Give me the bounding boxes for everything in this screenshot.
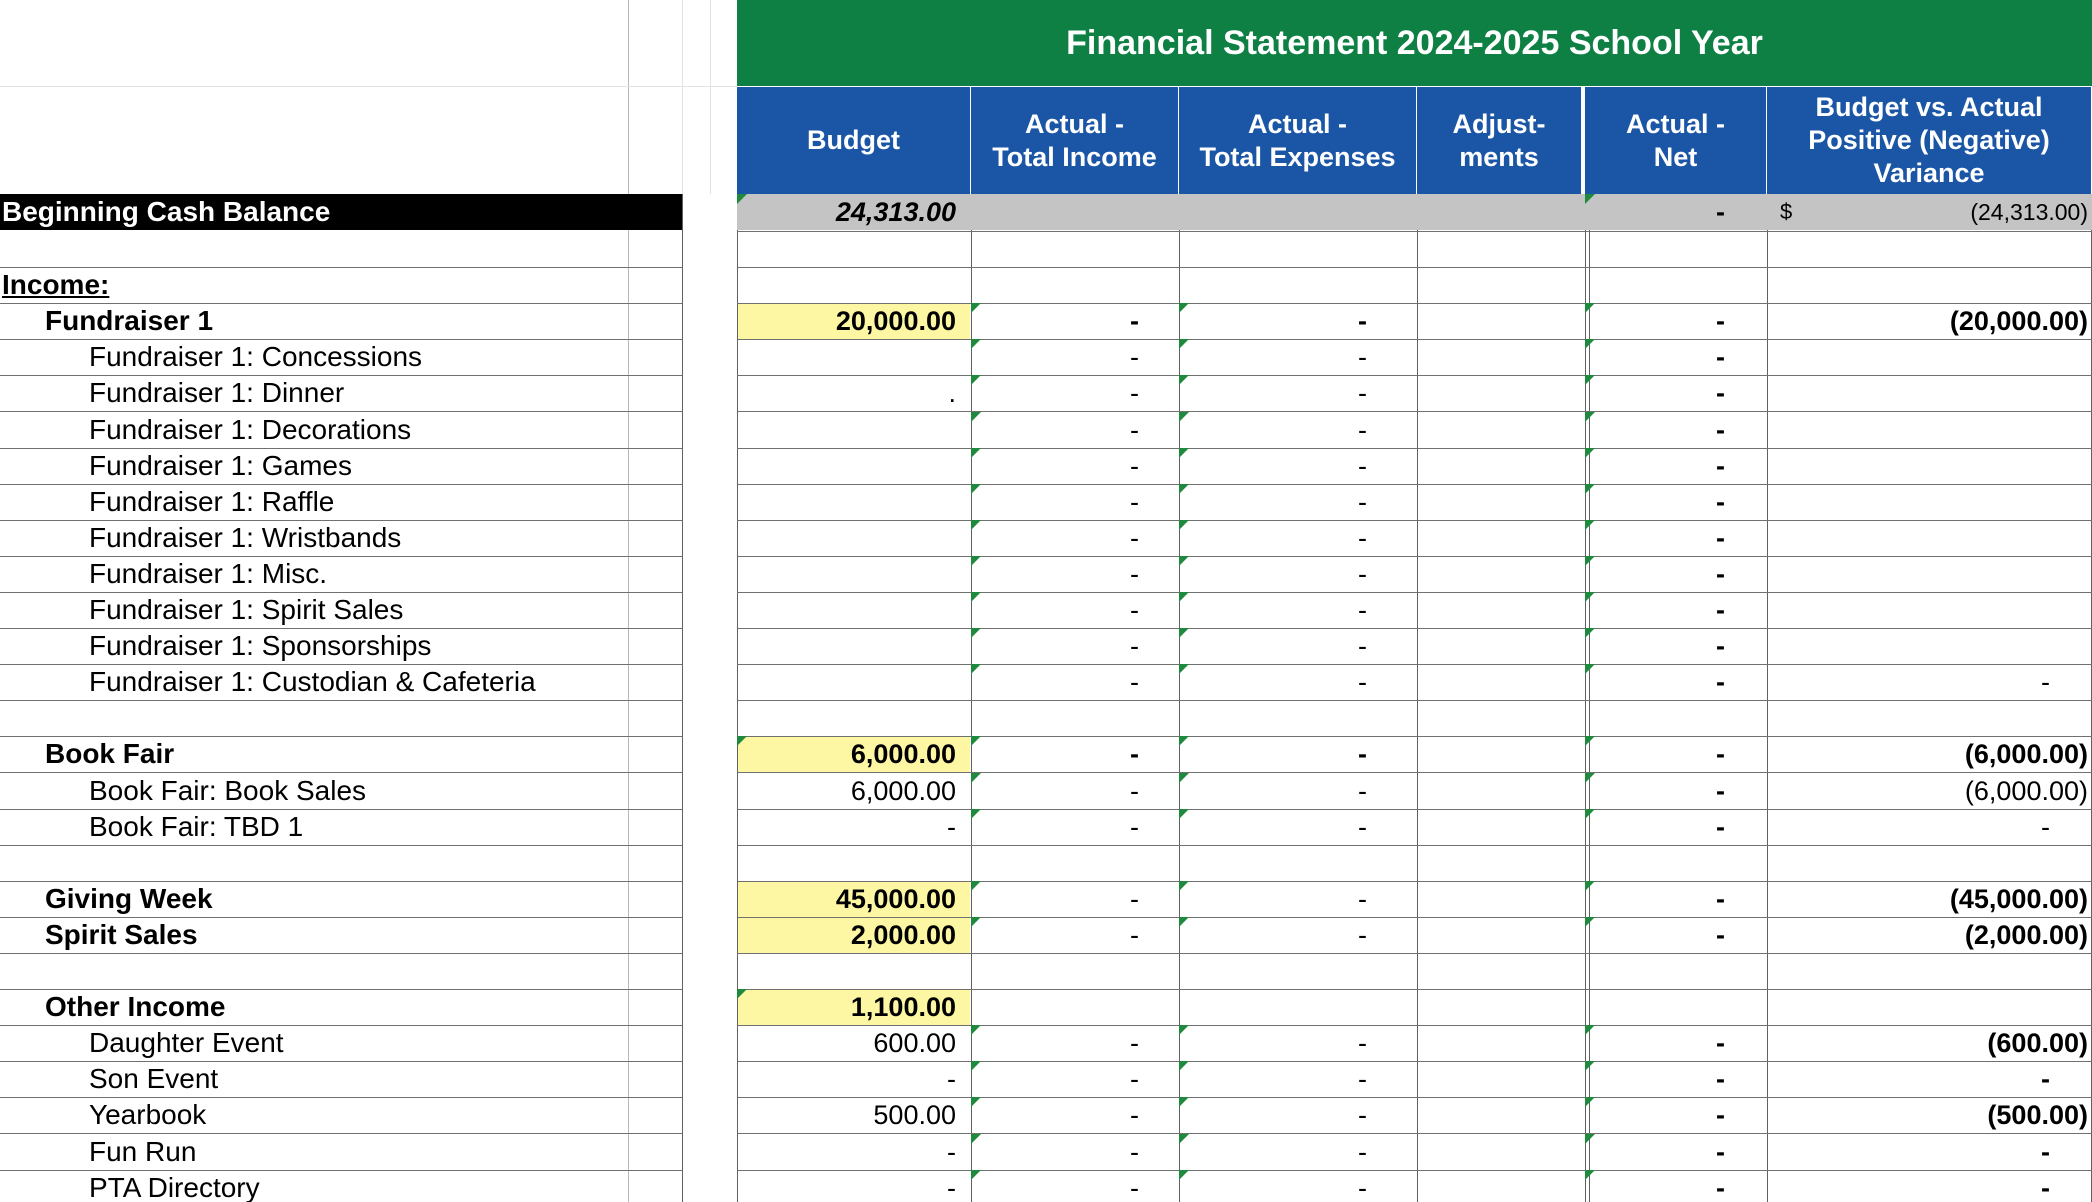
actual-expenses-value[interactable]: -	[1358, 883, 1367, 914]
col-header-budget-label: Budget	[807, 125, 900, 155]
comment-marker	[1585, 809, 1595, 819]
actual-net-value[interactable]: -	[1716, 738, 1725, 769]
actual-net-value[interactable]: -	[1716, 594, 1725, 625]
comment-marker	[1179, 628, 1189, 638]
row-label[interactable]: Fundraiser 1: Sponsorships	[89, 630, 432, 661]
actual-net-value[interactable]: -	[1716, 522, 1725, 553]
variance-value[interactable]: (600.00)	[1987, 1027, 2088, 1058]
row-label[interactable]: Income:	[2, 269, 110, 300]
beginning-balance-label[interactable]: Beginning Cash Balance	[2, 196, 331, 227]
actual-income-value[interactable]: -	[1130, 414, 1139, 445]
actual-income-value[interactable]: -	[1130, 1172, 1139, 1202]
row-label[interactable]: Daughter Event	[89, 1027, 284, 1058]
actual-expenses-value[interactable]: -	[1358, 450, 1367, 481]
comment-marker	[1179, 556, 1189, 566]
comment-marker	[1179, 592, 1189, 602]
actual-net-value[interactable]: -	[1716, 305, 1725, 336]
comment-marker	[1585, 736, 1595, 746]
budget-value[interactable]: -	[947, 1172, 956, 1202]
actual-expenses-value[interactable]: -	[1358, 594, 1367, 625]
col-header-actual-net-label: Actual - Net	[1625, 108, 1725, 172]
col-header-actual-income-label: Actual - Total Income	[992, 108, 1157, 172]
budget-value[interactable]: 6,000.00	[850, 775, 956, 806]
comment-marker	[1179, 809, 1189, 819]
comment-marker	[1179, 484, 1189, 494]
row-label[interactable]: Fundraiser 1: Raffle	[89, 486, 335, 517]
actual-net-value[interactable]: -	[1716, 414, 1725, 445]
comment-marker	[971, 339, 981, 349]
actual-net-value[interactable]: -	[1716, 558, 1725, 589]
comment-marker	[971, 1061, 981, 1071]
actual-net-value[interactable]: -	[1716, 1136, 1725, 1167]
comment-marker	[971, 881, 981, 891]
comment-marker	[1585, 773, 1595, 783]
row-label[interactable]: Fundraiser 1: Misc.	[89, 558, 328, 589]
row-label[interactable]: Fundraiser 1: Games	[89, 450, 352, 481]
budget-value[interactable]: .	[948, 377, 956, 408]
beginning-balance-variance[interactable]: (24,313.00)	[1970, 198, 2088, 225]
grid-vline	[628, 0, 629, 1202]
actual-net-value[interactable]: -	[1716, 919, 1725, 950]
grid-hline	[0, 845, 682, 846]
actual-expenses-value[interactable]: -	[1358, 919, 1367, 950]
variance-value[interactable]: -	[2041, 666, 2050, 697]
actual-income-value[interactable]: -	[1130, 522, 1139, 553]
comment-marker	[1585, 1025, 1595, 1035]
comment-marker	[971, 1025, 981, 1035]
row-label[interactable]: Giving Week	[45, 883, 213, 914]
actual-net-value[interactable]: -	[1716, 1063, 1725, 1094]
comment-marker	[1179, 1134, 1189, 1144]
comment-marker	[1585, 520, 1595, 530]
actual-income-value[interactable]: -	[1130, 775, 1139, 806]
actual-expenses-value[interactable]: -	[1358, 630, 1367, 661]
grid-hline	[737, 231, 2092, 232]
actual-income-value[interactable]: -	[1130, 1136, 1139, 1167]
comment-marker	[1179, 375, 1189, 385]
variance-value[interactable]: -	[2041, 1063, 2050, 1094]
row-label[interactable]: Fundraiser 1: Dinner	[89, 377, 345, 408]
actual-income-value[interactable]: -	[1130, 594, 1139, 625]
comment-marker	[1585, 1097, 1595, 1107]
budget-value[interactable]: -	[947, 1136, 956, 1167]
comment-marker	[1179, 1097, 1189, 1107]
budget-value[interactable]: 20,000.00	[835, 305, 956, 336]
actual-income-value[interactable]: -	[1130, 883, 1139, 914]
comment-marker	[971, 809, 981, 819]
variance-value[interactable]: (6,000.00)	[1964, 775, 2088, 806]
actual-income-value[interactable]: -	[1130, 341, 1139, 372]
row-label[interactable]: Book Fair: Book Sales	[89, 775, 367, 806]
comment-marker	[1585, 375, 1595, 385]
actual-net-value[interactable]: -	[1716, 1099, 1725, 1130]
actual-income-value[interactable]: -	[1130, 486, 1139, 517]
grid-hline	[0, 86, 737, 87]
actual-income-value[interactable]: -	[1130, 1099, 1139, 1130]
actual-net-value[interactable]: -	[1716, 630, 1725, 661]
actual-expenses-value[interactable]: -	[1358, 666, 1367, 697]
comment-marker	[971, 664, 981, 674]
comment-marker	[1585, 592, 1595, 602]
comment-marker	[1585, 412, 1595, 422]
comment-marker	[1179, 917, 1189, 927]
actual-expenses-value[interactable]: -	[1358, 377, 1367, 408]
comment-marker	[1585, 917, 1595, 927]
comment-marker	[1179, 520, 1189, 530]
row-label[interactable]: Fundraiser 1: Custodian & Cafeteria	[89, 666, 536, 697]
budget-value[interactable]: -	[947, 811, 956, 842]
comment-marker	[1585, 628, 1595, 638]
comment-marker	[971, 628, 981, 638]
comment-marker	[971, 448, 981, 458]
actual-income-value[interactable]: -	[1130, 1027, 1139, 1058]
comment-marker	[971, 520, 981, 530]
actual-expenses-value[interactable]: -	[1358, 486, 1367, 517]
row-label[interactable]: Fundraiser 1: Spirit Sales	[89, 594, 404, 625]
actual-net-value[interactable]: -	[1716, 486, 1725, 517]
actual-expenses-value[interactable]: -	[1358, 1027, 1367, 1058]
actual-net-value[interactable]: -	[1716, 450, 1725, 481]
grid-vline	[710, 0, 711, 194]
budget-value[interactable]: 45,000.00	[835, 883, 956, 914]
row-label[interactable]: PTA Directory	[89, 1172, 260, 1202]
row-label[interactable]: Fundraiser 1: Decorations	[89, 414, 412, 445]
actual-income-value[interactable]: -	[1130, 630, 1139, 661]
comment-marker	[1585, 1061, 1595, 1071]
row-label[interactable]: Spirit Sales	[45, 919, 198, 950]
variance-value[interactable]: (20,000.00)	[1949, 305, 2088, 336]
grid-vline	[1417, 194, 1418, 1202]
row-label[interactable]: Fun Run	[89, 1136, 197, 1167]
variance-value[interactable]: -	[2041, 811, 2050, 842]
budget-value[interactable]: -	[947, 1063, 956, 1094]
col-header-actual-expenses[interactable]	[1179, 87, 1417, 194]
actual-expenses-value[interactable]: -	[1358, 738, 1367, 769]
actual-expenses-value[interactable]: -	[1358, 341, 1367, 372]
variance-value[interactable]: (6,000.00)	[1964, 738, 2088, 769]
comment-marker	[971, 1134, 981, 1144]
budget-value[interactable]: 1,100.00	[850, 991, 956, 1022]
actual-income-value[interactable]: -	[1130, 558, 1139, 589]
actual-income-value[interactable]: -	[1130, 811, 1139, 842]
comment-marker	[1179, 881, 1189, 891]
comment-marker	[971, 1097, 981, 1107]
variance-value[interactable]: -	[2041, 1172, 2050, 1202]
col-header-actual-expenses-label: Actual - Total Expenses	[1199, 108, 1396, 172]
row-label[interactable]: Book Fair: TBD 1	[89, 811, 304, 842]
grid-hline	[0, 700, 682, 701]
actual-expenses-value[interactable]: -	[1358, 775, 1367, 806]
comment-marker	[1179, 1061, 1189, 1071]
actual-net-value[interactable]: -	[1716, 1172, 1725, 1202]
budget-value[interactable]: 2,000.00	[850, 919, 956, 950]
comment-marker	[971, 303, 981, 313]
actual-expenses-value[interactable]: -	[1358, 305, 1367, 336]
actual-net-value[interactable]: -	[1716, 377, 1725, 408]
row-label[interactable]: Book Fair	[45, 738, 175, 769]
variance-value[interactable]: -	[2041, 1136, 2050, 1167]
comment-marker	[971, 556, 981, 566]
grid-hline	[737, 267, 2092, 268]
actual-expenses-value[interactable]: -	[1358, 811, 1367, 842]
comment-marker	[1585, 881, 1595, 891]
comment-marker	[971, 917, 981, 927]
comment-marker	[1585, 339, 1595, 349]
col-header-budget[interactable]	[737, 87, 971, 194]
budget-value[interactable]: 6,000.00	[850, 738, 956, 769]
actual-net-value[interactable]: -	[1716, 811, 1725, 842]
actual-income-value[interactable]: -	[1130, 305, 1139, 336]
grid-hline	[0, 953, 682, 954]
grid-vline	[682, 0, 683, 194]
row-label[interactable]: Other Income	[45, 991, 226, 1022]
beginning-balance-net[interactable]: -	[1716, 196, 1725, 227]
actual-net-value[interactable]: -	[1716, 883, 1725, 914]
comment-marker	[1585, 484, 1595, 494]
grid-hline	[737, 953, 2092, 954]
col-header-adjustments[interactable]	[1417, 87, 1585, 194]
actual-income-value[interactable]: -	[1130, 919, 1139, 950]
comment-marker	[1585, 303, 1595, 313]
comment-marker	[1585, 556, 1595, 566]
comment-marker	[1585, 194, 1595, 204]
comment-marker	[971, 773, 981, 783]
currency-symbol: $	[1780, 199, 1793, 224]
comment-marker	[1179, 773, 1189, 783]
col-header-adjustments-label: Adjust- ments	[1452, 108, 1546, 172]
comment-marker	[1179, 339, 1189, 349]
comment-marker	[1585, 1170, 1595, 1180]
actual-net-value[interactable]: -	[1716, 775, 1725, 806]
grid-hline	[737, 700, 2092, 701]
comment-marker	[971, 1170, 981, 1180]
comment-marker	[1585, 448, 1595, 458]
statement-title[interactable]: Financial Statement 2024-2025 School Year	[737, 0, 2092, 86]
comment-marker	[737, 989, 747, 999]
col-header-actual-net[interactable]	[1585, 87, 1767, 194]
comment-marker	[971, 484, 981, 494]
comment-marker	[971, 736, 981, 746]
row-label[interactable]: Fundraiser 1: Wristbands	[89, 522, 402, 553]
budget-value[interactable]: 600.00	[873, 1027, 956, 1058]
actual-income-value[interactable]: -	[1130, 1063, 1139, 1094]
comment-marker	[1179, 664, 1189, 674]
row-label[interactable]: Yearbook	[89, 1099, 207, 1130]
comment-marker	[1179, 736, 1189, 746]
comment-marker	[1179, 303, 1189, 313]
grid-hline	[737, 845, 2092, 846]
budget-value[interactable]: 500.00	[873, 1099, 956, 1130]
actual-expenses-value[interactable]: -	[1358, 1099, 1367, 1130]
actual-net-value[interactable]: -	[1716, 1027, 1725, 1058]
actual-expenses-value[interactable]: -	[1358, 414, 1367, 445]
comment-marker	[1179, 1170, 1189, 1180]
actual-income-value[interactable]: -	[1130, 377, 1139, 408]
comment-marker	[971, 375, 981, 385]
actual-income-value[interactable]: -	[1130, 450, 1139, 481]
comment-marker	[1179, 1025, 1189, 1035]
actual-expenses-value[interactable]: -	[1358, 558, 1367, 589]
actual-income-value[interactable]: -	[1130, 666, 1139, 697]
col-header-variance[interactable]	[1767, 87, 2092, 194]
actual-expenses-value[interactable]: -	[1358, 1172, 1367, 1202]
comment-marker	[737, 736, 747, 746]
row-label[interactable]: Fundraiser 1: Concessions	[89, 341, 423, 372]
col-header-actual-income[interactable]	[971, 87, 1179, 194]
actual-expenses-value[interactable]: -	[1358, 1136, 1367, 1167]
col-header-variance-label: Budget vs. Actual Positive (Negative) Variance	[1808, 92, 2050, 188]
actual-income-value[interactable]: -	[1130, 738, 1139, 769]
beginning-balance-budget[interactable]: 24,313.00	[835, 196, 956, 227]
actual-expenses-value[interactable]: -	[1358, 522, 1367, 553]
actual-expenses-value[interactable]: -	[1358, 1063, 1367, 1094]
actual-net-value[interactable]: -	[1716, 666, 1725, 697]
comment-marker	[1585, 664, 1595, 674]
comment-marker	[1585, 1134, 1595, 1144]
variance-value[interactable]: (45,000.00)	[1949, 883, 2088, 914]
actual-net-value[interactable]: -	[1716, 341, 1725, 372]
comment-marker	[737, 194, 747, 204]
variance-value[interactable]: (500.00)	[1987, 1099, 2088, 1130]
comment-marker	[971, 592, 981, 602]
row-label[interactable]: Fundraiser 1	[45, 305, 214, 336]
variance-value[interactable]: (2,000.00)	[1964, 919, 2088, 950]
comment-marker	[1179, 448, 1189, 458]
row-label[interactable]: Son Event	[89, 1063, 219, 1094]
comment-marker	[971, 412, 981, 422]
comment-marker	[1179, 412, 1189, 422]
